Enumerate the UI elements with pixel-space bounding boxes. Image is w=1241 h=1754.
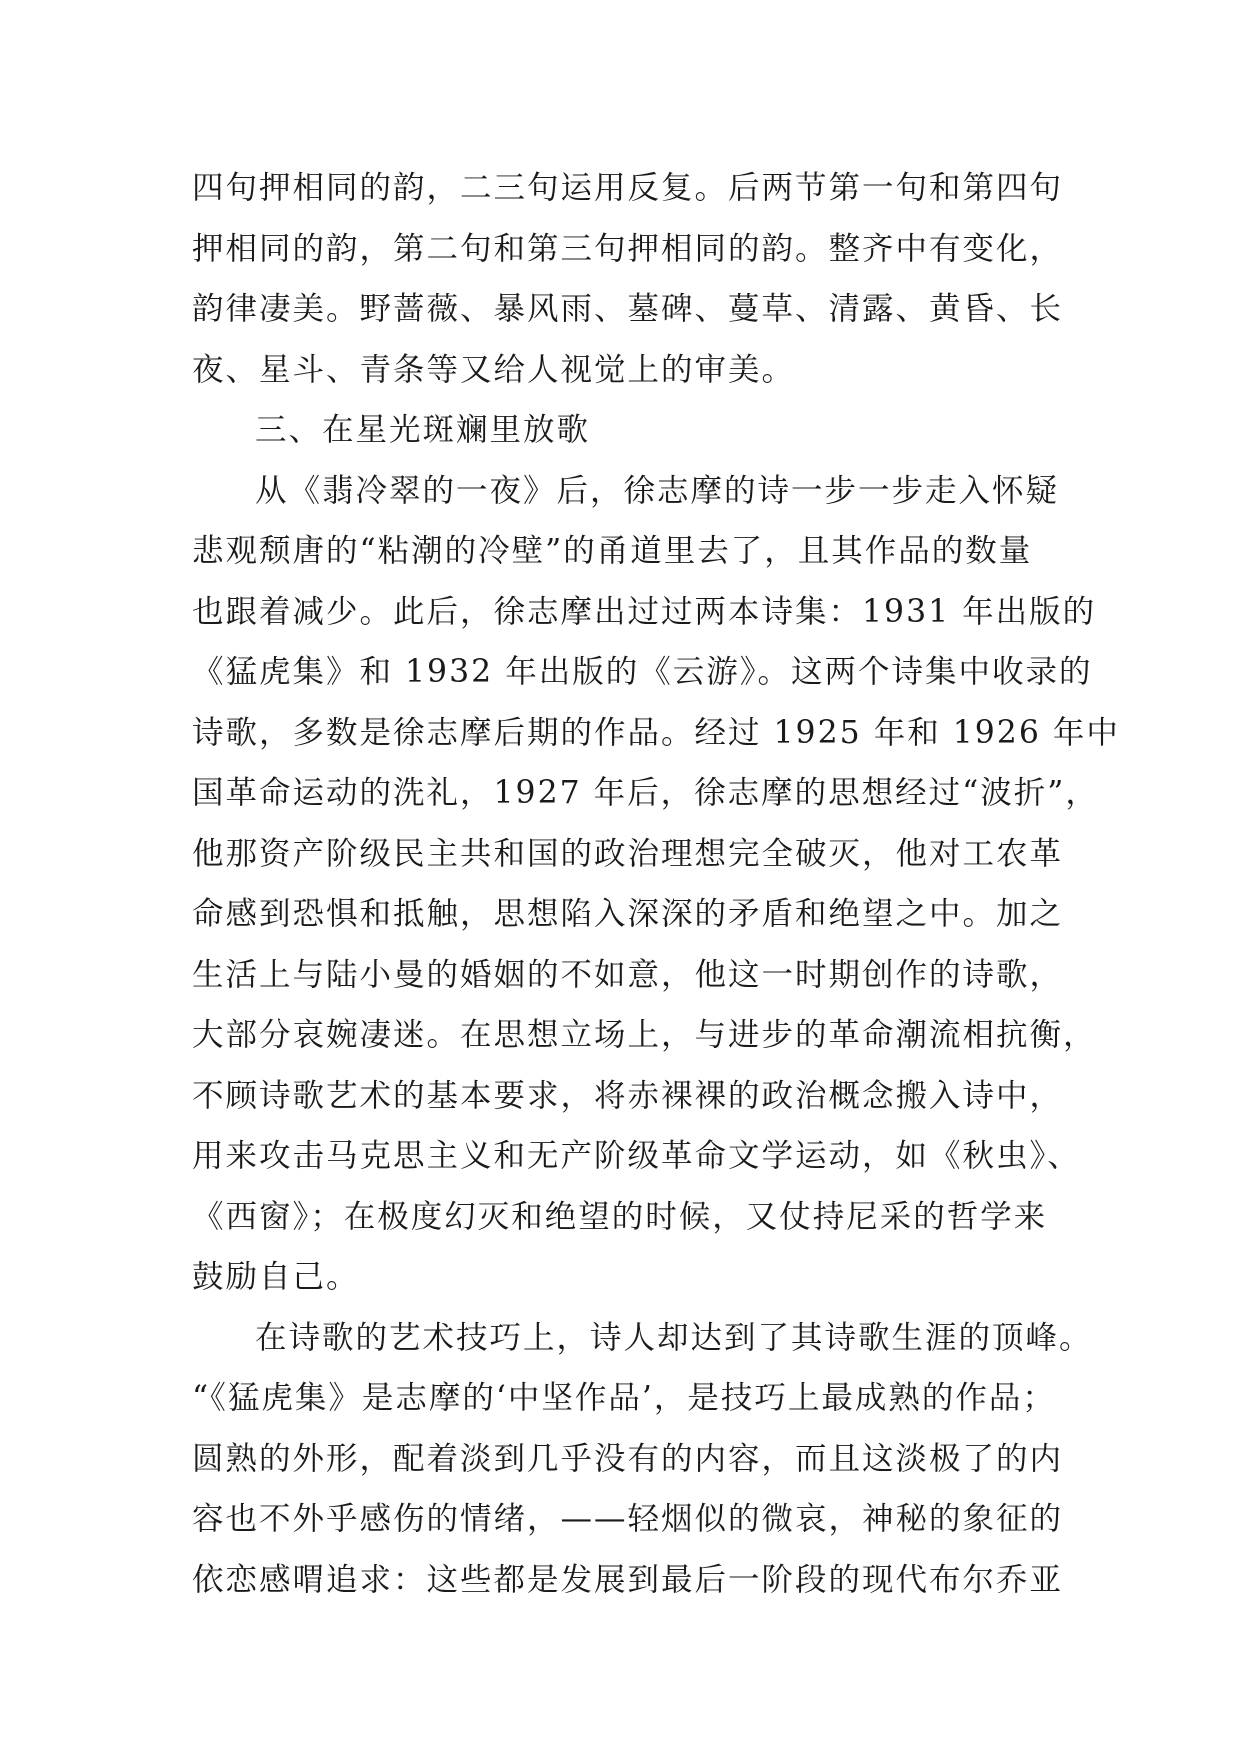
text-line: 容也不外乎感伤的情绪，——轻烟似的微哀，神秘的象征的 [192, 1501, 1064, 1537]
text-line: 也跟着减少。此后，徐志摩出过过两本诗集：1931 年出版的 [192, 593, 1097, 630]
text-line: 从《翡冷翠的一夜》后，徐志摩的诗一步一步走入怀疑 [255, 472, 1060, 509]
text-line: “《猛虎集》是志摩的‘中坚作品’，是技巧上最成熟的作品； [192, 1380, 1056, 1416]
text-line: 用来攻击马克思主义和无产阶级革命文学运动，如《秋虫》、 [192, 1138, 1081, 1174]
text-line: 韵律凄美。野蔷薇、暴风雨、墓碑、蔓草、清露、黄昏、长 [192, 291, 1064, 327]
text-line: 大部分哀婉凄迷。在思想立场上，与进步的革命潮流相抗衡， [192, 1017, 1097, 1053]
text-line: 夜、星斗、青条等又给人视觉上的审美。 [192, 351, 796, 388]
text-line: 《西窗》；在极度幻灭和绝望的时候，又仗持尼采的哲学来 [192, 1198, 1048, 1235]
text-line: 命感到恐惧和抵触，思想陷入深深的矛盾和绝望之中。加之 [192, 896, 1064, 932]
text-line: 诗歌，多数是徐志摩后期的作品。经过 1925 年和 1926 年中 [192, 714, 1120, 751]
text-line: 悲观颓唐的“粘潮的冷壁”的甬道里去了，且其作品的数量 [192, 533, 1033, 569]
text-line: 《猛虎集》和 1932 年出版的《云游》。这两个诗集中收录的 [192, 654, 1093, 690]
text-line: 他那资产阶级民主共和国的政治理想完全破灭，他对工农革 [192, 835, 1064, 872]
text-line: 鼓励自己。 [192, 1259, 360, 1295]
text-line: 国革命运动的洗礼，1927 年后，徐志摩的思想经过“波折”， [192, 775, 1099, 811]
text-line: 四句押相同的韵，二三句运用反复。后两节第一句和第四句 [192, 170, 1064, 206]
text-line: 押相同的韵，第二句和第三句押相同的韵。整齐中有变化， [192, 230, 1064, 267]
text-line: 圆熟的外形，配着淡到几乎没有的内容，而且这淡极了的内 [192, 1440, 1064, 1477]
text-line: 不顾诗歌艺术的基本要求，将赤裸裸的政治概念搬入诗中， [192, 1077, 1064, 1114]
text-line: 在诗歌的艺术技巧上，诗人却达到了其诗歌生涯的顶峰。 [255, 1319, 1093, 1356]
body-text [192, 158, 1120, 1610]
section-heading: 三、在星光斑斓里放歌 [255, 412, 591, 448]
text-line: 生活上与陆小曼的婚姻的不如意，他这一时期创作的诗歌， [192, 956, 1064, 993]
text-line: 依恋感喟追求：这些都是发展到最后一阶段的现代布尔乔亚 [192, 1561, 1064, 1598]
